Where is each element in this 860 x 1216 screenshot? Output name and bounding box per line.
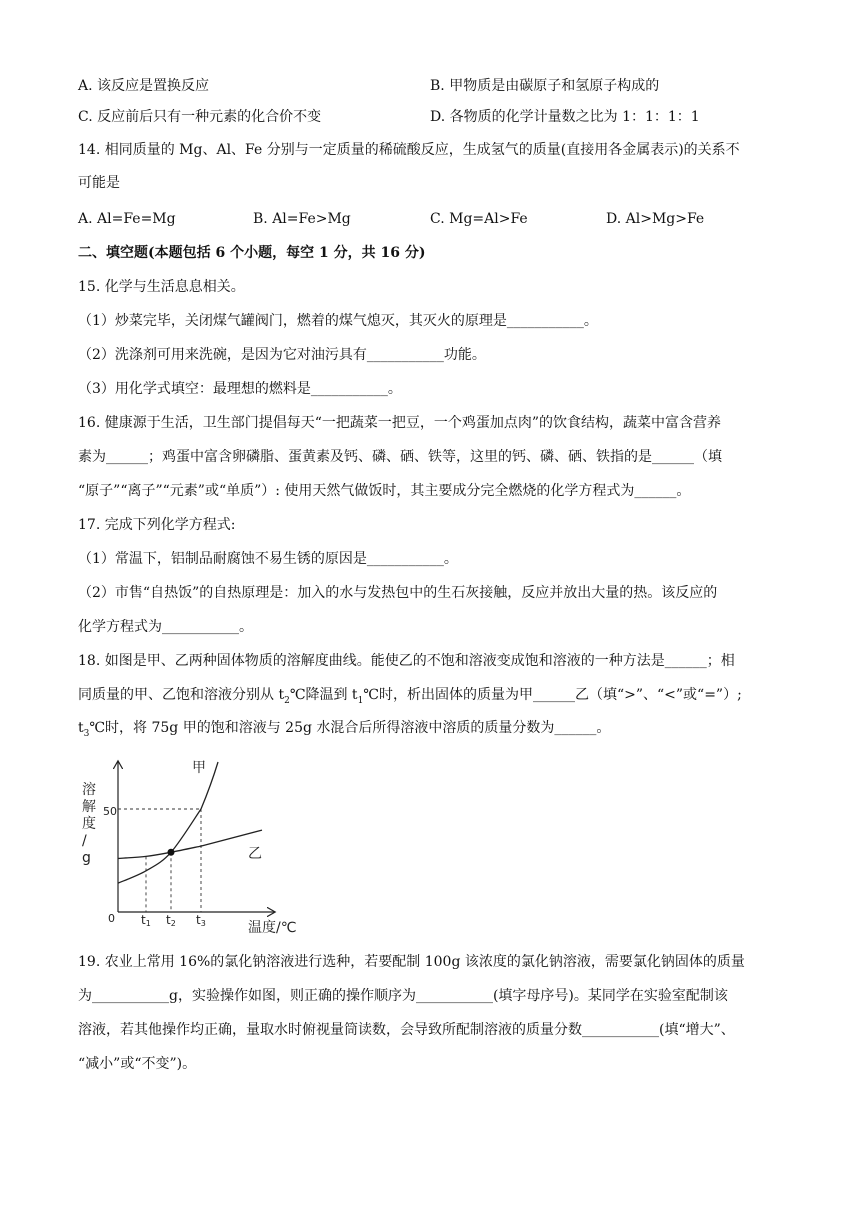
q17-stem: 17. 完成下列化学方程式: [78, 517, 236, 533]
q18-line2: 同质量的甲、乙饱和溶液分别从 $t_2℃$降温到 $t_1℃$时，析出固体的质量为甲______乙（填“>”、“<”或“=”）; [78, 687, 742, 706]
q19-line3: 溶液，若其他操作均正确，量取水时俯视量筒读数，会导致所配制溶液的质量分数___________(填“增大”、 [78, 1022, 735, 1038]
y-axis-label: 溶解度/ g [82, 782, 96, 866]
solubility-chart [76, 752, 296, 938]
q14-option-a: A. Al=Fe=Mg [78, 211, 176, 227]
series-label-yi: 乙 [248, 846, 262, 862]
q15-part3: （3）用化学式填空：最理想的燃料是___________。 [78, 381, 402, 397]
q18-line3: $t_3℃$时，将 75g 甲的饱和溶液与 25g 水混合后所得溶液中溶质的质量分数为______。 [78, 720, 611, 739]
q14-stem-line2: 可能是 [78, 175, 120, 191]
q14-stem-line1: 14. 相同质量的 Mg、Al、Fe 分别与一定质量的稀硫酸反应，生成氢气的质量(直接用各金属表示)的关系不 [78, 142, 740, 158]
q13-option-d: D. 各物质的化学计量数之比为 1：1：1：1 [430, 109, 700, 125]
intersection-point [168, 849, 175, 856]
q18-line1: 18. 如图是甲、乙两种固体物质的溶解度曲线。能使乙的不饱和溶液变成饱和溶液的一种方法是______；相 [78, 653, 735, 669]
q17-part2-line1: （2）市售“自热饭”的自热原理是：加入的水与发热包中的生石灰接触，反应并放出大量的热。该反应的 [78, 585, 718, 601]
q19-line1: 19. 农业上常用 16%的氯化钠溶液进行选种，若要配制 100g 该浓度的氯化钠溶液，需要氯化钠固体的质量 [78, 954, 745, 970]
q19-line4: “减小”或“不变”)。 [78, 1056, 197, 1072]
x-tick-label-t1: t1 [141, 913, 151, 928]
x-tick-labels [141, 913, 206, 928]
x-tick-label-t2: t2 [166, 913, 176, 928]
q17-part2-line2: 化学方程式为___________。 [78, 619, 253, 635]
series-yi-curve [118, 830, 262, 858]
section-title: 二、填空题(本题包括 6 个小题，每空 1 分，共 16 分) [78, 245, 426, 261]
q13-option-a: A. 该反应是置换反应 [78, 78, 210, 94]
q15-part2: （2）洗涤剂可用来洗碗，是因为它对油污具有___________功能。 [78, 347, 486, 363]
q14-option-c: C. Mg=Al>Fe [430, 211, 528, 227]
q14-option-d: D. Al>Mg>Fe [606, 211, 705, 227]
q16-line1: 16. 健康源于生活，卫生部门提倡每天“一把蔬菜一把豆，一个鸡蛋加点肉”的饮食结构，蔬菜中富含营养 [78, 415, 722, 431]
q15-part1: （1）炒菜完毕，关闭煤气罐阀门，燃着的煤气熄灭，其灭火的原理是___________。 [78, 313, 598, 329]
q17-part1: （1）常温下，铝制品耐腐蚀不易生锈的原因是___________。 [78, 551, 458, 567]
q13-option-b: B. 甲物质是由碳原子和氢原子构成的 [430, 78, 660, 94]
series-label-jia: 甲 [192, 760, 206, 776]
y-tick-label-50: 50 [103, 805, 117, 818]
x-axis-label: 温度/℃ [248, 920, 296, 936]
q13-option-c: C. 反应前后只有一种元素的化合价不变 [78, 109, 322, 125]
x-tick-label-t3: t3 [196, 913, 206, 928]
dashed-guides [118, 809, 201, 912]
q16-line2: 素为______；鸡蛋中富含卵磷脂、蛋黄素及钙、磷、硒、铁等，这里的钙、磷、硒、铁指的是______（填 [78, 449, 722, 465]
q15-stem: 15. 化学与生活息息相关。 [78, 279, 245, 295]
q16-line3: “原子”“离子”“元素”或“单质”）: 使用天然气做饭时，其主要成分完全燃烧的化学方程式为______。 [78, 483, 691, 499]
q14-option-b: B. Al=Fe>Mg [253, 211, 351, 227]
origin-label: 0 [108, 912, 115, 925]
q19-line2: 为___________g，实验操作如图，则正确的操作顺序为___________(填字母序号)。某同学在实验室配制该 [78, 988, 728, 1004]
series-jia-curve [118, 762, 218, 883]
